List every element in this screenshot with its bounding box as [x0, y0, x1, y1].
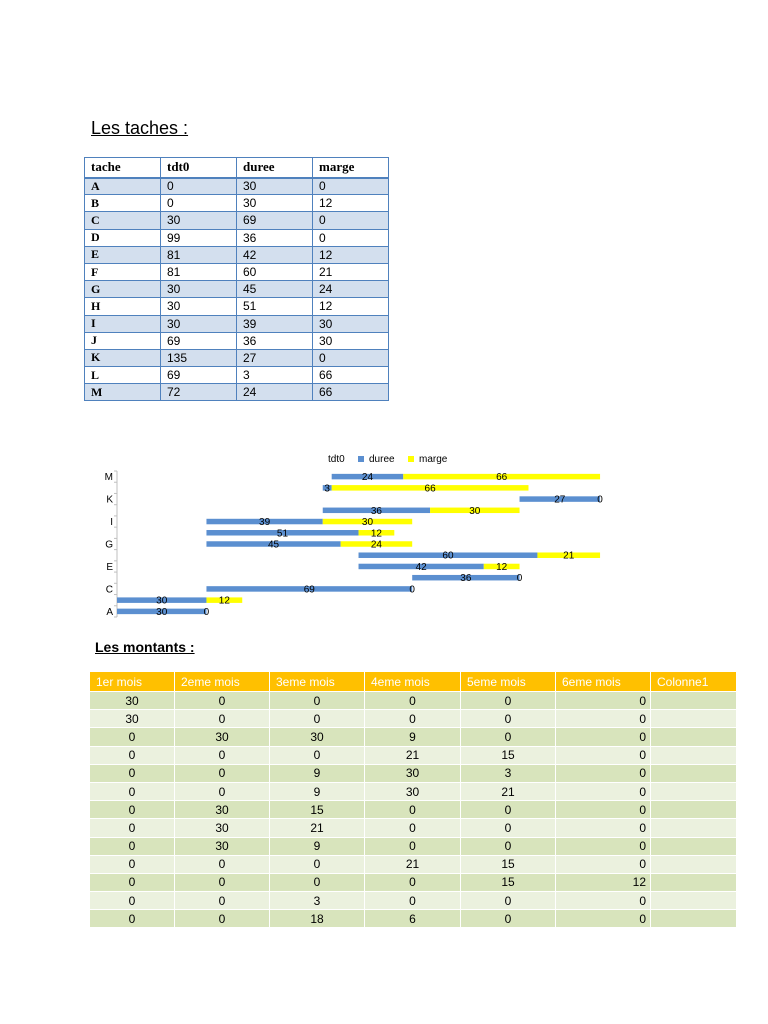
table-cell: 0: [556, 819, 651, 837]
table-cell: [651, 764, 737, 782]
task-name-cell: I: [85, 315, 161, 332]
legend-label: duree: [369, 454, 395, 465]
table-cell: 0: [461, 819, 556, 837]
table-row: [85, 212, 389, 229]
task-name-cell: E: [85, 246, 161, 263]
duree-data-label: 69: [303, 584, 315, 596]
table-row: [90, 782, 737, 800]
table-cell: 0: [313, 178, 389, 195]
table-cell: 24: [313, 281, 389, 298]
table-cell: 30: [90, 710, 175, 728]
table-cell: 30: [365, 782, 461, 800]
table-cell: 135: [161, 349, 237, 366]
table-cell: 0: [313, 349, 389, 366]
table-row: [85, 367, 389, 384]
table-cell: 0: [175, 710, 270, 728]
y-tick-label: K: [106, 494, 113, 506]
amounts-table: [90, 672, 737, 928]
task-name-cell: C: [85, 212, 161, 229]
tasks-heading: Les taches :: [91, 118, 189, 138]
table-cell: 0: [461, 728, 556, 746]
table-cell: 0: [90, 819, 175, 837]
table-cell: 0: [365, 873, 461, 891]
table-cell: 9: [270, 837, 365, 855]
table-cell: 30: [237, 195, 313, 212]
marge-data-label: 0: [516, 573, 523, 585]
marge-data-label: 30: [469, 505, 481, 517]
table-cell: 30: [365, 764, 461, 782]
table-cell: 0: [556, 837, 651, 855]
y-tick-label: I: [110, 517, 113, 529]
table-cell: 0: [461, 837, 556, 855]
table-cell: 0: [461, 892, 556, 910]
y-tick-label: C: [105, 584, 113, 596]
table-cell: 6: [365, 910, 461, 928]
table-cell: 30: [175, 728, 270, 746]
table-row: [90, 910, 737, 928]
tasks-table: [84, 157, 389, 401]
table-cell: 9: [270, 782, 365, 800]
amounts-header-cell: 2eme mois: [175, 672, 270, 692]
table-cell: [651, 710, 737, 728]
duree-data-label: 39: [259, 517, 271, 529]
table-cell: 30: [270, 728, 365, 746]
marge-data-label: 0: [597, 494, 603, 506]
table-row: [85, 263, 389, 280]
table-cell: 51: [237, 298, 313, 315]
table-cell: 12: [313, 195, 389, 212]
amounts-header-cell: Colonne1: [651, 672, 737, 692]
table-cell: 15: [270, 801, 365, 819]
table-row: [85, 229, 389, 246]
task-name-cell: H: [85, 298, 161, 315]
table-cell: 0: [461, 710, 556, 728]
table-cell: 36: [237, 229, 313, 246]
table-cell: 0: [175, 692, 270, 710]
table-cell: 27: [237, 349, 313, 366]
legend-swatch: [358, 456, 364, 462]
table-cell: 3: [237, 367, 313, 384]
task-name-cell: J: [85, 332, 161, 349]
table-cell: 0: [365, 801, 461, 819]
table-cell: [651, 910, 737, 928]
table-cell: 15: [461, 855, 556, 873]
duree-data-label: 27: [554, 494, 566, 506]
table-cell: 0: [556, 746, 651, 764]
table-cell: 21: [270, 819, 365, 837]
table-cell: [651, 692, 737, 710]
table-cell: [651, 746, 737, 764]
table-cell: 0: [556, 801, 651, 819]
amounts-header-cell: 6eme mois: [556, 672, 651, 692]
table-cell: 0: [556, 728, 651, 746]
table-cell: 0: [161, 195, 237, 212]
marge-data-label: 21: [563, 550, 575, 562]
y-tick-label: G: [105, 539, 113, 551]
table-cell: 42: [237, 246, 313, 263]
table-cell: [651, 782, 737, 800]
amounts-header-row: [90, 672, 737, 692]
table-cell: 30: [313, 332, 389, 349]
table-cell: 0: [90, 728, 175, 746]
table-cell: 21: [313, 263, 389, 280]
table-cell: 0: [365, 819, 461, 837]
table-cell: 0: [90, 746, 175, 764]
task-name-cell: K: [85, 349, 161, 366]
table-row: [90, 692, 737, 710]
tasks-header-cell: tdt0: [161, 158, 237, 178]
table-row: [90, 873, 737, 891]
table-row: [90, 801, 737, 819]
table-row: [85, 195, 389, 212]
table-cell: 0: [313, 212, 389, 229]
table-cell: 0: [270, 710, 365, 728]
table-cell: 0: [556, 855, 651, 873]
table-row: [90, 728, 737, 746]
table-row: [85, 315, 389, 332]
duree-data-label: 60: [442, 550, 454, 562]
tasks-header-row: [85, 158, 389, 178]
table-cell: 30: [313, 315, 389, 332]
table-cell: 0: [461, 910, 556, 928]
table-cell: 0: [90, 873, 175, 891]
table-row: [90, 710, 737, 728]
table-cell: 30: [161, 315, 237, 332]
table-cell: 0: [365, 892, 461, 910]
table-row: [90, 837, 737, 855]
table-row: [85, 298, 389, 315]
marge-data-label: 30: [361, 517, 374, 529]
table-cell: 81: [161, 263, 237, 280]
table-cell: 69: [161, 367, 237, 384]
amounts-heading: Les montants :: [95, 639, 195, 655]
marge-data-label: 66: [424, 483, 436, 495]
tasks-header-cell: duree: [237, 158, 313, 178]
table-cell: 0: [270, 855, 365, 873]
task-name-cell: B: [85, 195, 161, 212]
table-cell: 0: [90, 764, 175, 782]
table-cell: 0: [313, 229, 389, 246]
table-row: [90, 819, 737, 837]
table-cell: 9: [270, 764, 365, 782]
marge-data-label: 12: [218, 595, 230, 607]
table-row: [85, 349, 389, 366]
table-cell: 0: [161, 178, 237, 195]
table-cell: 0: [90, 855, 175, 873]
table-cell: 21: [365, 746, 461, 764]
table-cell: 69: [237, 212, 313, 229]
table-cell: 30: [175, 801, 270, 819]
task-name-cell: D: [85, 229, 161, 246]
table-cell: 12: [556, 873, 651, 891]
duree-data-label: 3: [324, 483, 330, 495]
table-cell: [651, 873, 737, 891]
duree-data-label: 45: [267, 539, 280, 551]
table-cell: 30: [161, 212, 237, 229]
table-cell: 30: [90, 692, 175, 710]
table-cell: 15: [461, 746, 556, 764]
table-cell: 0: [461, 801, 556, 819]
table-cell: 0: [365, 837, 461, 855]
table-cell: 0: [90, 910, 175, 928]
duree-data-label: 36: [370, 505, 382, 517]
table-cell: [651, 855, 737, 873]
table-cell: 30: [175, 819, 270, 837]
marge-data-label: 0: [203, 606, 210, 618]
table-cell: 3: [270, 892, 365, 910]
y-tick-label: M: [104, 472, 113, 484]
duree-data-label: 42: [415, 561, 427, 573]
table-row: [90, 746, 737, 764]
table-cell: [651, 837, 737, 855]
tasks-header-cell: tache: [85, 158, 161, 178]
table-cell: 0: [556, 764, 651, 782]
table-cell: 72: [161, 384, 237, 401]
marge-data-label: 24: [370, 539, 382, 551]
table-cell: 15: [461, 873, 556, 891]
gantt-chart: [85, 447, 625, 627]
marge-data-label: 12: [370, 528, 382, 540]
table-cell: 39: [237, 315, 313, 332]
table-cell: 69: [161, 332, 237, 349]
amounts-header-cell: 3eme mois: [270, 672, 365, 692]
duree-data-label: 30: [156, 606, 168, 618]
duree-data-label: 24: [361, 472, 374, 484]
duree-data-label: 36: [460, 573, 472, 585]
table-cell: 30: [161, 281, 237, 298]
table-cell: 0: [556, 782, 651, 800]
amounts-header-cell: 4eme mois: [365, 672, 461, 692]
table-cell: 9: [365, 728, 461, 746]
table-row: [90, 855, 737, 873]
table-cell: 0: [175, 873, 270, 891]
table-cell: 0: [175, 746, 270, 764]
table-cell: 0: [556, 710, 651, 728]
table-cell: 0: [556, 892, 651, 910]
table-cell: 0: [90, 782, 175, 800]
legend-swatch: [408, 456, 414, 462]
marge-data-label: 0: [409, 584, 415, 596]
task-name-cell: G: [85, 281, 161, 298]
duree-data-label: 51: [276, 528, 289, 540]
table-row: [85, 178, 389, 195]
table-row: [85, 246, 389, 263]
tasks-header-cell: marge: [313, 158, 389, 178]
table-cell: 0: [175, 764, 270, 782]
table-cell: 24: [237, 384, 313, 401]
table-cell: 45: [237, 281, 313, 298]
table-row: [85, 384, 389, 401]
table-cell: 81: [161, 246, 237, 263]
table-cell: 0: [90, 801, 175, 819]
amounts-header-cell: 1er mois: [90, 672, 175, 692]
duree-data-label: 30: [156, 595, 168, 607]
task-name-cell: L: [85, 367, 161, 384]
table-cell: 0: [175, 855, 270, 873]
table-cell: 0: [365, 710, 461, 728]
table-cell: 30: [161, 298, 237, 315]
legend-label: tdt0: [328, 454, 345, 465]
table-cell: 12: [313, 298, 389, 315]
table-cell: [651, 801, 737, 819]
marge-data-label: 66: [496, 472, 508, 484]
table-cell: 60: [237, 263, 313, 280]
table-cell: 12: [313, 246, 389, 263]
table-cell: 36: [237, 332, 313, 349]
table-row: [90, 764, 737, 782]
task-name-cell: M: [85, 384, 161, 401]
table-cell: 21: [461, 782, 556, 800]
legend-label: marge: [419, 454, 448, 465]
table-cell: 0: [90, 837, 175, 855]
table-cell: 0: [365, 692, 461, 710]
table-cell: 66: [313, 384, 389, 401]
table-cell: [651, 819, 737, 837]
table-cell: 30: [237, 178, 313, 195]
table-cell: 0: [175, 910, 270, 928]
table-row: [90, 892, 737, 910]
table-cell: 3: [461, 764, 556, 782]
y-tick-label: E: [106, 561, 113, 573]
table-cell: 0: [556, 910, 651, 928]
table-cell: 0: [461, 692, 556, 710]
table-cell: 0: [270, 746, 365, 764]
task-name-cell: F: [85, 263, 161, 280]
table-cell: 0: [556, 692, 651, 710]
y-tick-label: A: [106, 606, 113, 618]
amounts-header-cell: 5eme mois: [461, 672, 556, 692]
table-row: [85, 281, 389, 298]
table-cell: [651, 892, 737, 910]
table-cell: 21: [365, 855, 461, 873]
marge-data-label: 12: [496, 561, 508, 573]
table-row: [85, 332, 389, 349]
table-cell: 66: [313, 367, 389, 384]
table-cell: 18: [270, 910, 365, 928]
table-cell: 30: [175, 837, 270, 855]
table-cell: 0: [175, 892, 270, 910]
table-cell: [651, 728, 737, 746]
table-cell: 0: [270, 692, 365, 710]
task-name-cell: A: [85, 178, 161, 195]
table-cell: 99: [161, 229, 237, 246]
table-cell: 0: [175, 782, 270, 800]
table-cell: 0: [270, 873, 365, 891]
table-cell: 0: [90, 892, 175, 910]
